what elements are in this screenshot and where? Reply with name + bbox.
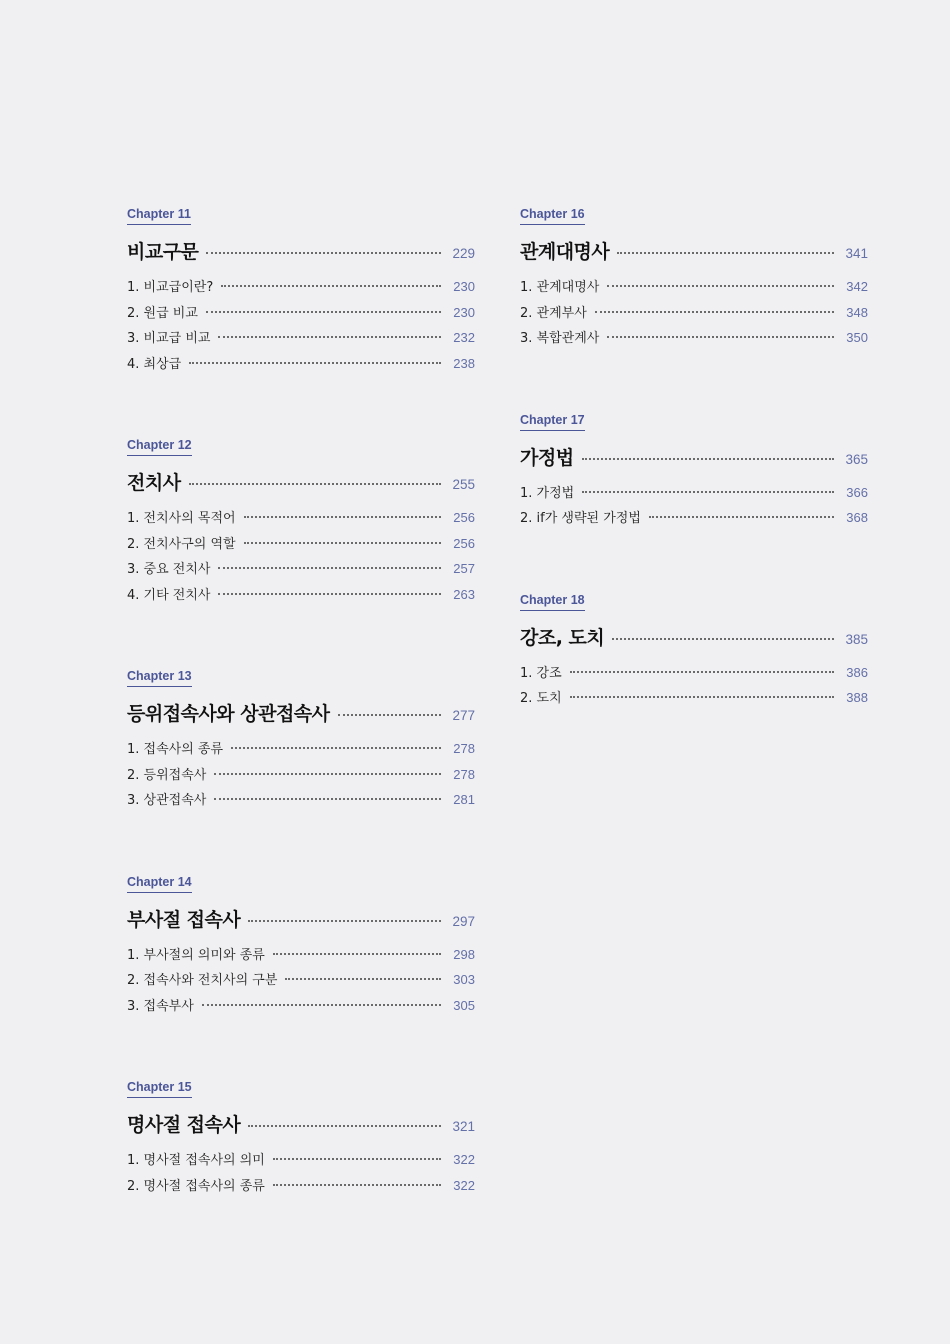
page-number: 281 (453, 792, 475, 807)
page-number: 257 (453, 561, 475, 576)
page-number: 365 (845, 451, 868, 467)
dot-leader (273, 952, 441, 955)
page-number: 256 (453, 535, 475, 551)
page-number: 230 (453, 304, 475, 320)
toc-item[interactable] (127, 1175, 475, 1201)
chapter-title: 전치사 (127, 472, 181, 494)
page-number: 298 (453, 946, 475, 962)
chapter-label: Chapter 17 (520, 412, 585, 431)
chapter-label: Chapter 11 (127, 206, 191, 225)
toc-item[interactable] (127, 507, 475, 533)
dot-leader (189, 361, 441, 364)
toc-item[interactable] (520, 662, 868, 688)
chapter-title-row[interactable] (127, 237, 475, 264)
page-number: 277 (452, 708, 475, 723)
toc-item[interactable] (520, 687, 868, 713)
toc-item-text: 1. 접속사의 종류 (127, 742, 224, 757)
toc-chapter (127, 434, 475, 609)
dot-leader (231, 746, 441, 749)
page-number: 366 (846, 484, 868, 500)
toc-item-text: 1. 명사절 접속사의 의미 (127, 1153, 265, 1168)
chapter-title: 관계대명사 (520, 241, 610, 263)
dot-leader (214, 772, 441, 775)
toc-column-left (127, 203, 475, 1200)
dot-leader (248, 919, 441, 922)
dot-leader (649, 515, 834, 518)
toc-item[interactable] (520, 276, 868, 302)
chapter-title-row[interactable] (127, 1110, 475, 1137)
page-number: 255 (452, 477, 475, 492)
chapter-title: 등위접속사와 상관접속사 (127, 703, 330, 725)
chapter-label: Chapter 16 (520, 206, 585, 225)
toc-item[interactable] (127, 738, 475, 764)
chapter-title-row[interactable] (520, 443, 868, 470)
toc-item[interactable] (520, 327, 868, 353)
toc-item-text: 4. 기타 전치사 (127, 587, 211, 603)
dot-leader (202, 1003, 441, 1006)
chapter-title: 비교구문 (127, 241, 199, 263)
chapter-label: Chapter 13 (127, 668, 192, 687)
toc-item[interactable] (127, 533, 475, 559)
page-number: 388 (846, 690, 868, 705)
page-number: 341 (845, 246, 868, 261)
toc-item[interactable] (520, 482, 868, 508)
toc-item[interactable] (127, 276, 475, 302)
toc-item-text: 3. 상관접속사 (127, 793, 207, 808)
page-number: 322 (453, 1152, 475, 1167)
chapter-title-row[interactable] (127, 699, 475, 726)
toc-item[interactable] (520, 302, 868, 328)
toc-item-text: 2. 명사절 접속사의 종류 (127, 1178, 265, 1194)
dot-leader (244, 515, 441, 518)
toc-item[interactable] (127, 558, 475, 584)
toc-chapter (127, 203, 475, 378)
toc-item-text: 3. 접속부사 (127, 998, 194, 1014)
toc-item-text: 2. 도치 (520, 691, 562, 706)
page-number: 350 (846, 330, 868, 345)
toc-item-text: 2. 전치사구의 역할 (127, 536, 236, 552)
page-number: 238 (453, 355, 475, 371)
chapter-label: Chapter 12 (127, 437, 192, 456)
page-number: 385 (845, 631, 868, 647)
chapter-title: 강조, 도치 (520, 626, 605, 649)
page-number: 230 (453, 279, 475, 294)
page-number: 278 (453, 766, 475, 782)
chapter-label: Chapter 18 (520, 592, 585, 611)
toc-item-text: 1. 강조 (520, 665, 562, 681)
chapter-title-row[interactable] (127, 905, 475, 932)
dot-leader (338, 713, 441, 716)
toc-item-text: 1. 관계대명사 (520, 280, 600, 295)
toc-item-text: 2. 접속사와 전치사의 구분 (127, 973, 278, 988)
toc-chapter (127, 871, 475, 1021)
toc-item-text: 3. 중요 전치사 (127, 562, 211, 577)
dot-leader (214, 797, 441, 800)
chapter-label: Chapter 15 (127, 1079, 192, 1098)
chapter-title-row[interactable] (520, 623, 868, 650)
page-number: 342 (846, 279, 868, 294)
toc-item-text: 2. 관계부사 (520, 305, 587, 321)
page-number: 232 (453, 330, 475, 345)
toc-item-text: 2. 원급 비교 (127, 305, 198, 321)
toc-chapter (520, 203, 868, 353)
dot-leader (206, 310, 441, 313)
toc-column-right (520, 203, 868, 713)
dot-leader (607, 284, 834, 287)
dot-leader (582, 490, 834, 493)
dot-leader (248, 1124, 441, 1127)
toc-item-text: 2. if가 생략된 가정법 (520, 511, 641, 526)
page-number: 368 (846, 510, 868, 525)
chapter-title: 부사절 접속사 (127, 908, 241, 931)
page-number: 256 (453, 510, 475, 525)
page-number: 348 (846, 304, 868, 320)
toc-item[interactable] (127, 969, 475, 995)
dot-leader (273, 1157, 441, 1160)
chapter-title: 가정법 (520, 446, 574, 469)
toc-item-text: 4. 최상급 (127, 356, 182, 372)
chapter-label: Chapter 14 (127, 874, 192, 893)
toc-item[interactable] (127, 302, 475, 328)
toc-item-text: 1. 부사절의 의미와 종류 (127, 947, 265, 963)
chapter-title-row[interactable] (520, 237, 868, 264)
chapter-title: 명사절 접속사 (127, 1114, 241, 1136)
page-number: 303 (453, 972, 475, 987)
dot-leader (570, 670, 834, 673)
toc-item-text: 3. 비교급 비교 (127, 331, 211, 346)
dot-leader (221, 284, 441, 287)
toc-item-text: 1. 비교급이란? (127, 280, 214, 295)
page-number: 386 (846, 664, 868, 680)
dot-leader (206, 251, 441, 254)
toc-item-text: 1. 전치사의 목적어 (127, 511, 236, 526)
dot-leader (612, 637, 834, 640)
page-number: 297 (452, 913, 475, 929)
dot-leader (595, 310, 834, 313)
page-number: 321 (452, 1119, 475, 1134)
page-number: 229 (452, 246, 475, 261)
dot-leader (218, 592, 441, 595)
page-number: 263 (453, 586, 475, 602)
toc-item[interactable] (127, 995, 475, 1021)
page-number: 322 (453, 1177, 475, 1193)
dot-leader (582, 457, 834, 460)
dot-leader (617, 251, 834, 254)
toc-chapter (127, 665, 475, 815)
dot-leader (189, 482, 441, 485)
toc-chapter (127, 1076, 475, 1200)
toc-item-text: 1. 가정법 (520, 485, 575, 501)
dot-leader (273, 1183, 441, 1186)
chapter-title-row[interactable] (127, 468, 475, 495)
toc-chapter (520, 589, 868, 713)
toc-item[interactable] (127, 584, 475, 610)
dot-leader (218, 566, 441, 569)
dot-leader (218, 335, 441, 338)
toc-chapter (520, 409, 868, 533)
toc-item[interactable] (127, 353, 475, 379)
toc-item-text: 3. 복합관계사 (520, 331, 600, 346)
toc-item[interactable] (127, 944, 475, 970)
page-number: 305 (453, 997, 475, 1013)
toc-item-text: 2. 등위접속사 (127, 767, 207, 783)
toc-item[interactable] (127, 327, 475, 353)
dot-leader (244, 541, 441, 544)
toc-item[interactable] (127, 1149, 475, 1175)
toc-item[interactable] (520, 507, 868, 533)
dot-leader (285, 977, 441, 980)
dot-leader (607, 335, 834, 338)
toc-item[interactable] (127, 764, 475, 790)
toc-item[interactable] (127, 789, 475, 815)
page-number: 278 (453, 741, 475, 756)
dot-leader (570, 695, 834, 698)
